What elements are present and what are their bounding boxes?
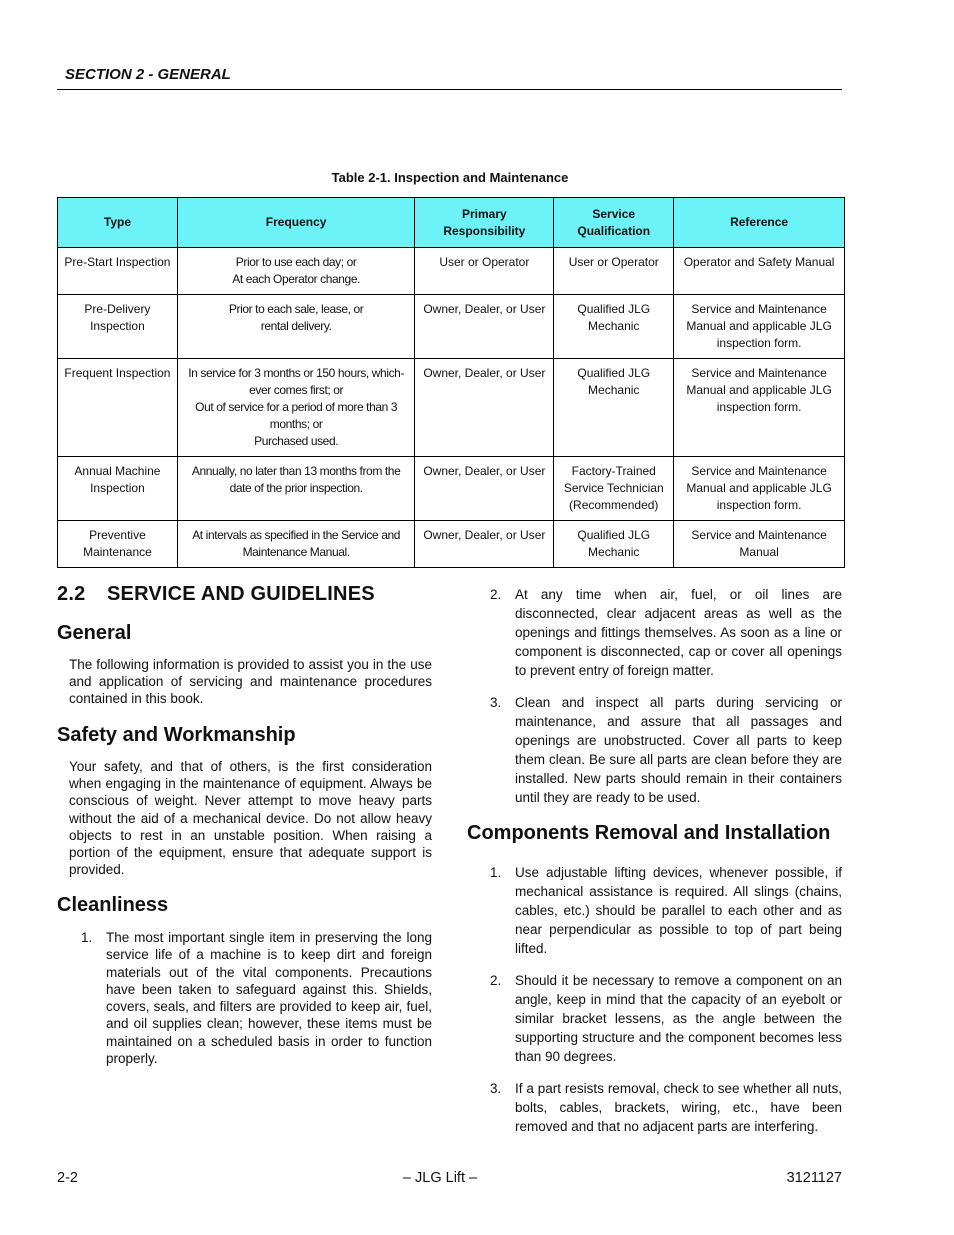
- header-cell-type: [58, 198, 178, 248]
- list-number: 2.: [490, 973, 502, 988]
- table-cell-frequency: [177, 248, 415, 295]
- table-row: [58, 248, 845, 295]
- cell-line: Manual: [739, 545, 779, 559]
- cell-line: Inspection: [90, 481, 145, 495]
- header-cell-primary-responsibility: [415, 198, 554, 248]
- table-cell-reference: [674, 457, 845, 521]
- components-item-3: [490, 1079, 842, 1136]
- table-row: [58, 457, 845, 521]
- cell-line: Responsibility: [443, 223, 526, 238]
- list-number: 3.: [490, 1081, 502, 1096]
- general-paragraph: The following information is provided to assist you in the use and application of servicing and maintenance procedures contained in this book.: [69, 657, 432, 707]
- list-number: 2.: [490, 587, 502, 602]
- table-cell-qualification: [554, 295, 674, 359]
- cell-line: months; or: [269, 417, 323, 431]
- cell-line: Mechanic: [588, 383, 640, 397]
- cell-line: Pre-Start Inspection: [64, 255, 171, 269]
- section-number: 2.2: [57, 583, 86, 605]
- cell-line: Pre-Delivery: [84, 302, 151, 316]
- cell-line: (Recommended): [569, 498, 659, 512]
- cell-line: Owner, Dealer, or User: [423, 366, 546, 380]
- cell-line: Operator and Safety Manual: [683, 255, 835, 269]
- table-caption: Table 2-1. Inspection and Maintenance: [331, 170, 569, 185]
- cell-line: inspection form.: [716, 400, 802, 414]
- footer-center-text: – JLG Lift –: [402, 1170, 478, 1186]
- section-title: SERVICE AND GUIDELINES: [107, 583, 375, 605]
- table-cell-responsibility: [415, 457, 554, 521]
- cell-line: User or Operator: [439, 255, 530, 269]
- table-row: [58, 521, 845, 568]
- safety-heading: Safety and Workmanship: [57, 724, 296, 746]
- cell-line: Frequency: [265, 215, 327, 229]
- cell-line: Factory-Trained: [571, 464, 656, 478]
- cell-line: Reference: [730, 215, 789, 229]
- list-item-text: Should it be necessary to remove a component on an angle, keep in mind that the capacity of an eyebolt or similar bracket lessens, as the angle between the supporting structure and the component becomes less than 90 degrees.: [515, 973, 842, 1064]
- cell-line: Manual and applicable JLG: [686, 383, 832, 397]
- table-header-row: [58, 198, 845, 248]
- cell-line: Primary: [461, 206, 507, 221]
- list-item-text: If a part resists removal, check to see whether all nuts, bolts, cables, brackets, wiring, etc., have been removed and that no adjacent parts are interfering.: [515, 1081, 842, 1134]
- cell-line: Prior to each sale, lease, or: [228, 302, 364, 316]
- cell-line: Service and Maintenance: [691, 464, 827, 478]
- cell-line: Service: [592, 206, 636, 221]
- section-heading: [57, 583, 375, 606]
- cell-line: Qualification: [577, 223, 651, 238]
- cell-line: Qualified JLG: [577, 528, 651, 542]
- components-heading: Components Removal and Installation: [467, 822, 831, 844]
- cell-line: Owner, Dealer, or User: [423, 528, 546, 542]
- section-header-title: SECTION 2 - GENERAL: [65, 66, 231, 83]
- cell-line: Prior to use each day; or: [235, 255, 357, 269]
- cell-line: Out of service for a period of more than 3: [195, 400, 398, 414]
- table-cell-qualification: [554, 359, 674, 457]
- cell-line: Preventive: [89, 528, 146, 542]
- cell-line: User or Operator: [568, 255, 659, 269]
- cell-line: Service and Maintenance: [691, 366, 827, 380]
- components-item-1: [490, 863, 842, 958]
- inspection-maintenance-table: [57, 197, 845, 568]
- general-heading: General: [57, 622, 132, 644]
- table-cell-type: [58, 359, 178, 457]
- list-item-text: Use adjustable lifting devices, whenever possible, if mechanical assistance is required. All slings (chains, cables, etc.) should be parallel to each other and as near perpendicular as possible to top of part being lifted.: [515, 865, 842, 956]
- list-item-text: The most important single item in preserving the long service life of a machine is to keep dirt and foreign materials out of the vital components. Precautions have been taken to safeguard against this. Shields, covers, seals, and filters are provided to keep air, fuel, and oil supplies clean; however, these items must be maintained on a scheduled basis in order to function properly.: [106, 930, 432, 1067]
- table-cell-frequency: [177, 295, 415, 359]
- table-cell-reference: [674, 359, 845, 457]
- cell-line: Type: [103, 215, 131, 229]
- table-cell-frequency: [177, 457, 415, 521]
- cleanliness-item-3: [490, 693, 842, 807]
- footer-page-number: 2-2: [57, 1170, 78, 1186]
- header-cell-service-qualification: [554, 198, 674, 248]
- header-cell-reference: [674, 198, 845, 248]
- cell-line: inspection form.: [716, 336, 802, 350]
- list-number: 1.: [81, 930, 93, 945]
- table-cell-qualification: [554, 521, 674, 568]
- list-item-text: Clean and inspect all parts during servicing or maintenance, and assure that all passages and openings are unobstructed. Cover all parts to keep them clean. Be sure all parts are clean before they are installed. New parts should remain in their containers until they are ready to be used.: [515, 695, 842, 805]
- table-cell-qualification: [554, 457, 674, 521]
- table-cell-reference: [674, 295, 845, 359]
- table-cell-responsibility: [415, 359, 554, 457]
- cell-line: Maintenance Manual.: [242, 545, 350, 559]
- table-cell-responsibility: [415, 248, 554, 295]
- cell-line: Annually, no later than 13 months from the: [191, 464, 401, 478]
- cleanliness-item-2: [490, 585, 842, 680]
- cell-line: date of the prior inspection.: [229, 481, 363, 495]
- cell-line: Manual and applicable JLG: [686, 481, 832, 495]
- cell-line: Purchased used.: [254, 434, 339, 448]
- cell-line: Annual Machine: [74, 464, 161, 478]
- cell-line: Service Technician: [563, 481, 664, 495]
- table-cell-type: [58, 295, 178, 359]
- footer-doc-number: 3121127: [786, 1170, 842, 1186]
- cell-line: inspection form.: [716, 498, 802, 512]
- table-cell-type: [58, 457, 178, 521]
- table-cell-reference: [674, 248, 845, 295]
- cell-line: Frequent Inspection: [64, 366, 171, 380]
- list-number: 3.: [490, 695, 502, 710]
- table-cell-frequency: [177, 521, 415, 568]
- cell-line: Manual and applicable JLG: [686, 319, 832, 333]
- cell-line: rental delivery.: [260, 319, 332, 333]
- cell-line: Inspection: [90, 319, 145, 333]
- cleanliness-item-1: [81, 929, 432, 1067]
- table-cell-frequency: [177, 359, 415, 457]
- cell-line: Qualified JLG: [577, 302, 651, 316]
- table-cell-type: [58, 521, 178, 568]
- cell-line: In service for 3 months or 150 hours, which-: [188, 366, 405, 380]
- cell-line: Service and Maintenance: [691, 302, 827, 316]
- safety-paragraph: Your safety, and that of others, is the first consideration when engaging in the maintenance of equipment. Always be conscious of weight. Never attempt to move heavy parts without the aid of a mechanical device. Do not allow heavy objects to rest in an unstable position. When raising a portion of the equipment, ensure that adequate support is provided.: [69, 759, 432, 878]
- cell-line: Qualified JLG: [577, 366, 651, 380]
- table-cell-responsibility: [415, 521, 554, 568]
- cell-line: Maintenance: [83, 545, 152, 559]
- cell-line: Owner, Dealer, or User: [423, 302, 546, 316]
- table-cell-responsibility: [415, 295, 554, 359]
- cleanliness-heading: Cleanliness: [57, 894, 169, 916]
- components-item-2: [490, 971, 842, 1066]
- cell-line: At each Operator change.: [232, 272, 361, 286]
- header-cell-frequency: [177, 198, 415, 248]
- cell-line: Mechanic: [588, 545, 640, 559]
- cell-line: Owner, Dealer, or User: [423, 464, 546, 478]
- list-item-text: At any time when air, fuel, or oil lines are disconnected, clear adjacent areas as well as the openings and fittings themselves. As soon as a line or component is disconnected, cap or cover all openings to prevent entry of foreign matter.: [515, 587, 842, 678]
- list-number: 1.: [490, 865, 502, 880]
- cell-line: ever comes first; or: [249, 383, 344, 397]
- table-cell-type: [58, 248, 178, 295]
- table-cell-reference: [674, 521, 845, 568]
- cell-line: Mechanic: [588, 319, 640, 333]
- header-rule: [57, 89, 842, 90]
- table-row: [58, 359, 845, 457]
- table-row: [58, 295, 845, 359]
- cell-line: At intervals as specified in the Service and: [192, 528, 401, 542]
- table-cell-qualification: [554, 248, 674, 295]
- cell-line: Service and Maintenance: [691, 528, 827, 542]
